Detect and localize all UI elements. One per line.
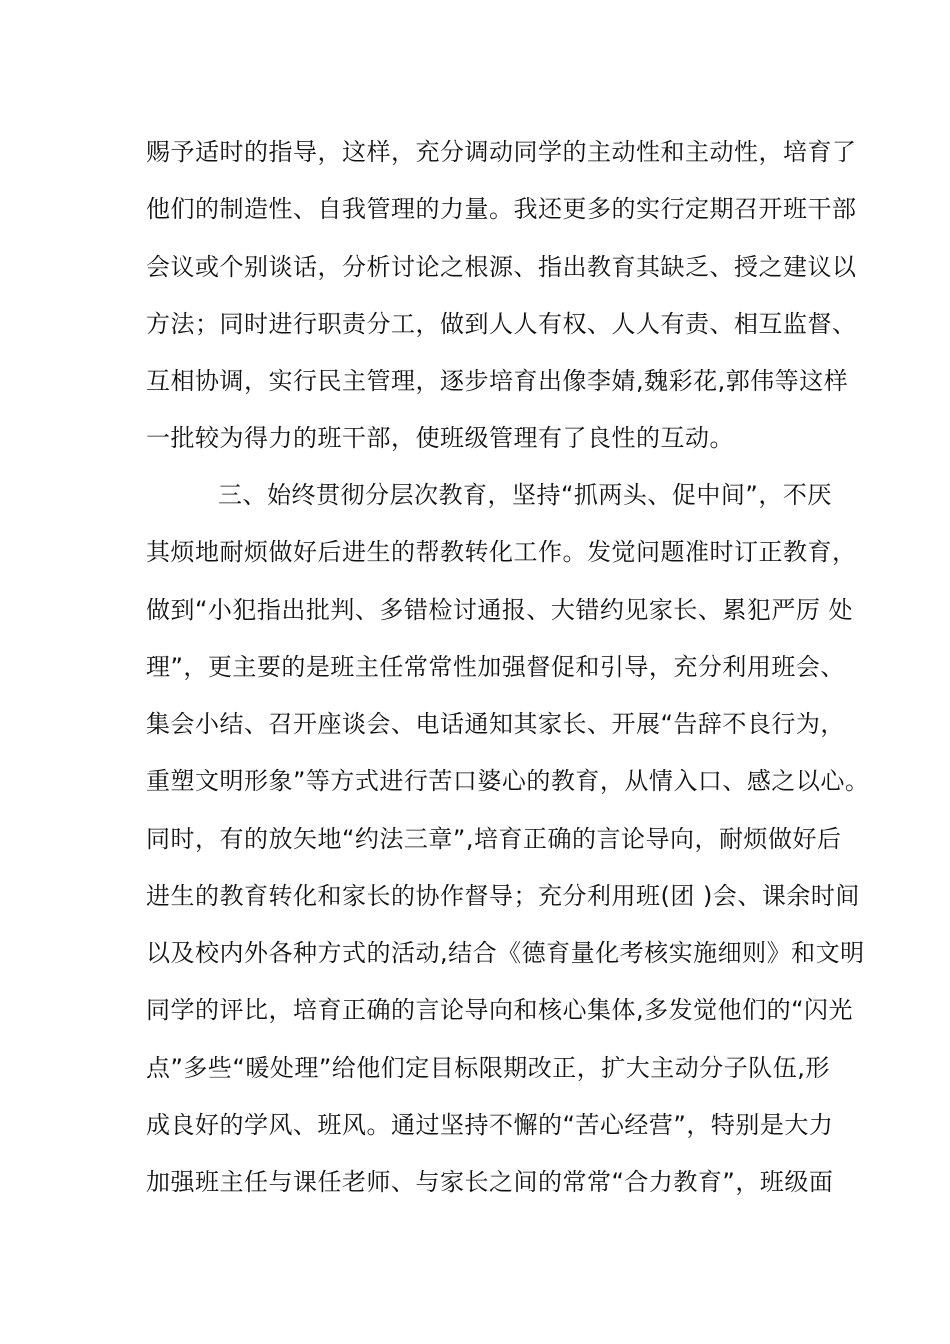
text-line: 集会小结、召开座谈会、电话通知其家长、开展“告辞不良行为， — [146, 710, 845, 738]
text-line: 做到“小犯指出批判、多错检讨通报、大错约见家长、累犯严厉 处 — [146, 596, 854, 624]
text-line: 赐予适时的指导，这样，充分调动同学的主动性和主动性，培育了 — [146, 138, 857, 166]
text-line: 同时，有的放矢地“约法三章”,培育正确的言论导向，耐烦做好后 — [146, 825, 842, 853]
text-line: 他们的制造性、自我管理的力量。我还更多的实行定期召开班干部 — [146, 195, 857, 223]
text-line: 点”多些“暖处理”给他们定目标限期改正，扩大主动分子队伍,形 — [146, 1054, 830, 1082]
text-line: 进生的教育转化和家长的协作督导；充分利用班(团 )会、课余时间 — [146, 882, 860, 910]
text-line: 其烦地耐烦做好后进生的帮教转化工作。发觉问题准时订正教育， — [146, 538, 857, 566]
text-line: 互相协调，实行民主管理，逐步培育出像李婧,魏彩花,郭伟等这样 — [146, 367, 849, 395]
text-line: 一批较为得力的班干部，使班级管理有了良性的互动。 — [146, 424, 734, 452]
text-line: 以及校内外各种方式的活动,结合《德育量化考核实施细则》和文明 — [146, 939, 865, 967]
text-line: 成良好的学风、班风。通过坚持不懈的“苦心经营”，特别是大力 — [146, 1111, 834, 1139]
text-line: 加强班主任与课任老师、与家长之间的常常“合力教育”，班级面 — [146, 1168, 834, 1196]
text-line: 方法；同时进行职责分工，做到人人有权、人人有责、相互监督、 — [146, 310, 857, 338]
text-line: 会议或个别谈话，分析讨论之根源、指出教育其缺乏、授之建议以 — [146, 253, 857, 281]
text-line: 重塑文明形象”等方式进行苦口婆心的教育，从情入口、感之以心。 — [146, 767, 870, 795]
text-line: 同学的评比，培育正确的言论导向和核心集体,多发觉他们的“闪光 — [146, 996, 854, 1024]
paragraph-first-line: 三、始终贯彻分层次教育，坚持“抓两头、促中间”，不厌 — [218, 481, 832, 509]
text-line: 理”，更主要的是班主任常常性加强督促和引导，充分利用班会、 — [146, 653, 845, 681]
